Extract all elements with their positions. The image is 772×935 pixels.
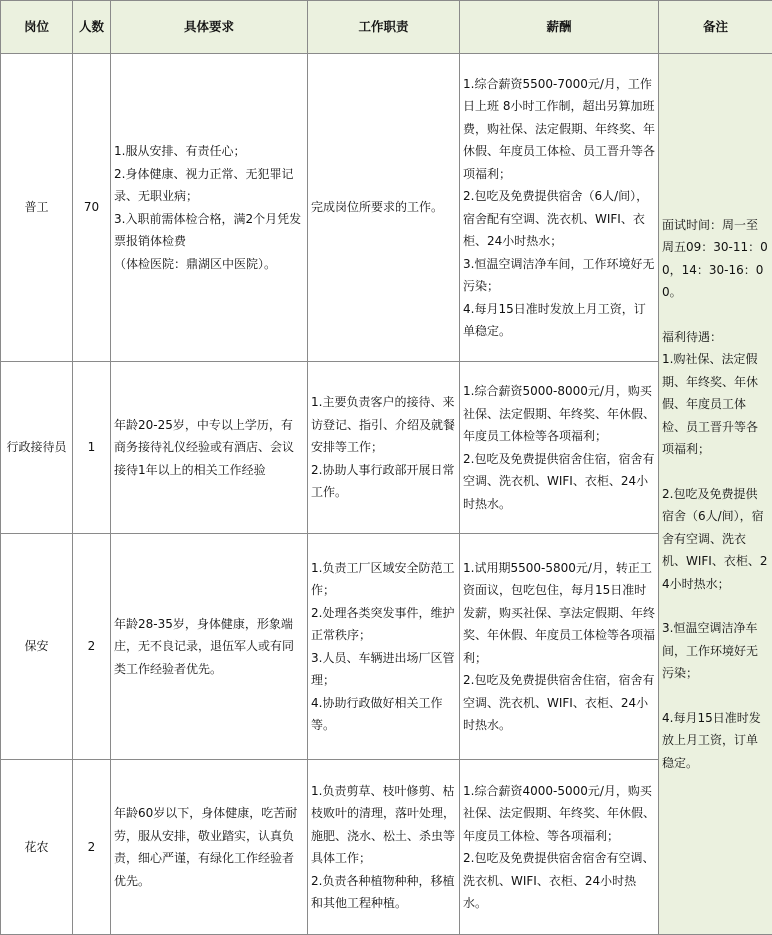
header-count: 人数 <box>73 1 111 54</box>
salary-item: 1.综合薪资5500-7000元/月，工作日上班 8小时工作制，超出另算加班费，购社保、法定假期、年终奖、年休假、年度员工体检、员工晋升等各项福利； <box>463 76 656 181</box>
duties-cell <box>308 534 460 760</box>
requirement-item: 年龄20-25岁，中专以上学历，有商务接待礼仪经验或有酒店、会议接待1年以上的相关工作经验 <box>114 417 295 477</box>
header-row <box>1 1 772 54</box>
position-cell: 行政接待员 <box>1 362 73 534</box>
table-row <box>1 362 772 534</box>
header-salary: 薪酬 <box>460 1 659 54</box>
duty-item: 1.主要负责客户的接待、来访登记、指引、介绍及就餐安排等工作； <box>311 395 456 455</box>
header-duties: 工作职责 <box>308 1 460 54</box>
count-cell: 2 <box>73 534 111 760</box>
position-cell: 普工 <box>1 54 73 362</box>
duties-cell <box>308 362 460 534</box>
table-row <box>1 760 772 935</box>
header-position: 岗位 <box>1 1 73 54</box>
duty-item: 1.负责剪草、枝叶修剪、枯枝败叶的清理，落叶处理，施肥、浇水、松土、杀虫等具体工作； <box>311 783 456 865</box>
duties-cell <box>308 54 460 362</box>
benefits-title: 福利待遇： <box>662 329 723 344</box>
salary-item: 3.恒温空调洁净车间，工作环境好无污染； <box>463 256 655 293</box>
salary-item: 1.综合薪资5000-8000元/月，购买社保、法定假期、年终奖、年休假、年度员工体检等各项福利； <box>463 384 656 443</box>
requirements-cell <box>111 534 308 760</box>
requirement-item: 1.服从安排、有责任心； <box>114 144 246 158</box>
header-remarks: 备注 <box>659 1 772 54</box>
requirements-cell <box>111 362 308 534</box>
salary-item: 1.综合薪资4000-5000元/月，购买社保、法定假期、年终奖、年休假、年度员工体检、等各项福利； <box>463 783 656 843</box>
table-row <box>1 54 772 362</box>
benefit-item: 3.恒温空调洁净车间，工作环境好无污染； <box>662 621 759 681</box>
requirement-item: 2.身体健康、视力正常、无犯罪记录、无职业病； <box>114 166 294 203</box>
duty-item: 3.人员、车辆进出场厂区管理； <box>311 650 455 687</box>
requirements-cell <box>111 760 308 935</box>
benefit-item: 4.每月15日准时发放上月工资，订单稳定。 <box>662 710 761 770</box>
salary-item: 2.包吃及免费提供宿舍住宿，宿舍有空调、洗衣机、WIFI、衣柜、24小时热水。 <box>463 673 655 732</box>
salary-item: 2.包吃及免费提供宿舍住宿，宿舍有空调、洗衣机、WIFI、衣柜、24小时热水。 <box>463 451 655 511</box>
interview-time: 面试时间：周一至周五09：30-11：00，14：30-16：00。 <box>662 217 768 300</box>
requirement-item: （体检医院：鼎湖区中医院）。 <box>114 256 277 271</box>
duty-item: 4.协助行政做好相关工作等。 <box>311 695 443 732</box>
position-cell: 保安 <box>1 534 73 760</box>
duty-item: 2.处理各类突发事件，维护正常秩序； <box>311 605 455 642</box>
salary-cell <box>460 54 659 362</box>
requirement-item: 年龄60岁以下，身体健康，吃苦耐劳，服从安排，敬业踏实，认真负责，细心严谨，有绿化工作经验者优先。 <box>114 806 298 888</box>
salary-item: 1.试用期5500-5800元/月，转正工资面议，包吃包住，每月15日准时发薪，购买社保、享法定假期、年终奖、年休假、年度员工体检等各项福利； <box>463 560 656 665</box>
requirements-cell <box>111 54 308 362</box>
benefit-item: 1.购社保、法定假期、年终奖、年休假、年度员工体检、员工晋升等各项福利； <box>662 352 759 457</box>
salary-cell <box>460 534 659 760</box>
requirement-item: 3.入职前需体检合格，满2个月凭发票报销体检费 <box>114 211 302 248</box>
salary-cell <box>460 362 659 534</box>
position-cell: 花农 <box>1 760 73 935</box>
count-cell: 1 <box>73 362 111 534</box>
duty-item: 完成岗位所要求的工作。 <box>311 200 444 215</box>
salary-item: 2.包吃及免费提供宿舍（6人/间），宿舍配有空调、洗衣机、WIFI、衣柜、24小时热水； <box>463 189 649 248</box>
remarks-cell <box>659 54 772 935</box>
duty-item: 1.负责工厂区域安全防范工作； <box>311 560 455 597</box>
count-cell: 70 <box>73 54 111 362</box>
salary-item: 2.包吃及免费提供宿舍宿舍有空调、洗衣机、WIFI、衣柜、24小时热水。 <box>463 851 655 910</box>
salary-cell <box>460 760 659 935</box>
duties-cell <box>308 760 460 935</box>
requirement-item: 年龄28-35岁，身体健康，形象端庄，无不良记录，退伍军人或有同类工作经验者优先。 <box>114 616 295 676</box>
table-row <box>1 534 772 760</box>
salary-item: 4.每月15日准时发放上月工资，订单稳定。 <box>463 301 646 338</box>
benefit-item: 2.包吃及免费提供宿舍（6人/间），宿舍有空调、洗衣机、WIFI、衣柜、24小时热水； <box>662 486 768 591</box>
header-requirements: 具体要求 <box>111 1 308 54</box>
duty-item: 2.负责各种植物种种，移植和其他工程种植。 <box>311 873 455 910</box>
duty-item: 2.协助人事行政部开展日常工作。 <box>311 462 455 500</box>
count-cell: 2 <box>73 760 111 935</box>
